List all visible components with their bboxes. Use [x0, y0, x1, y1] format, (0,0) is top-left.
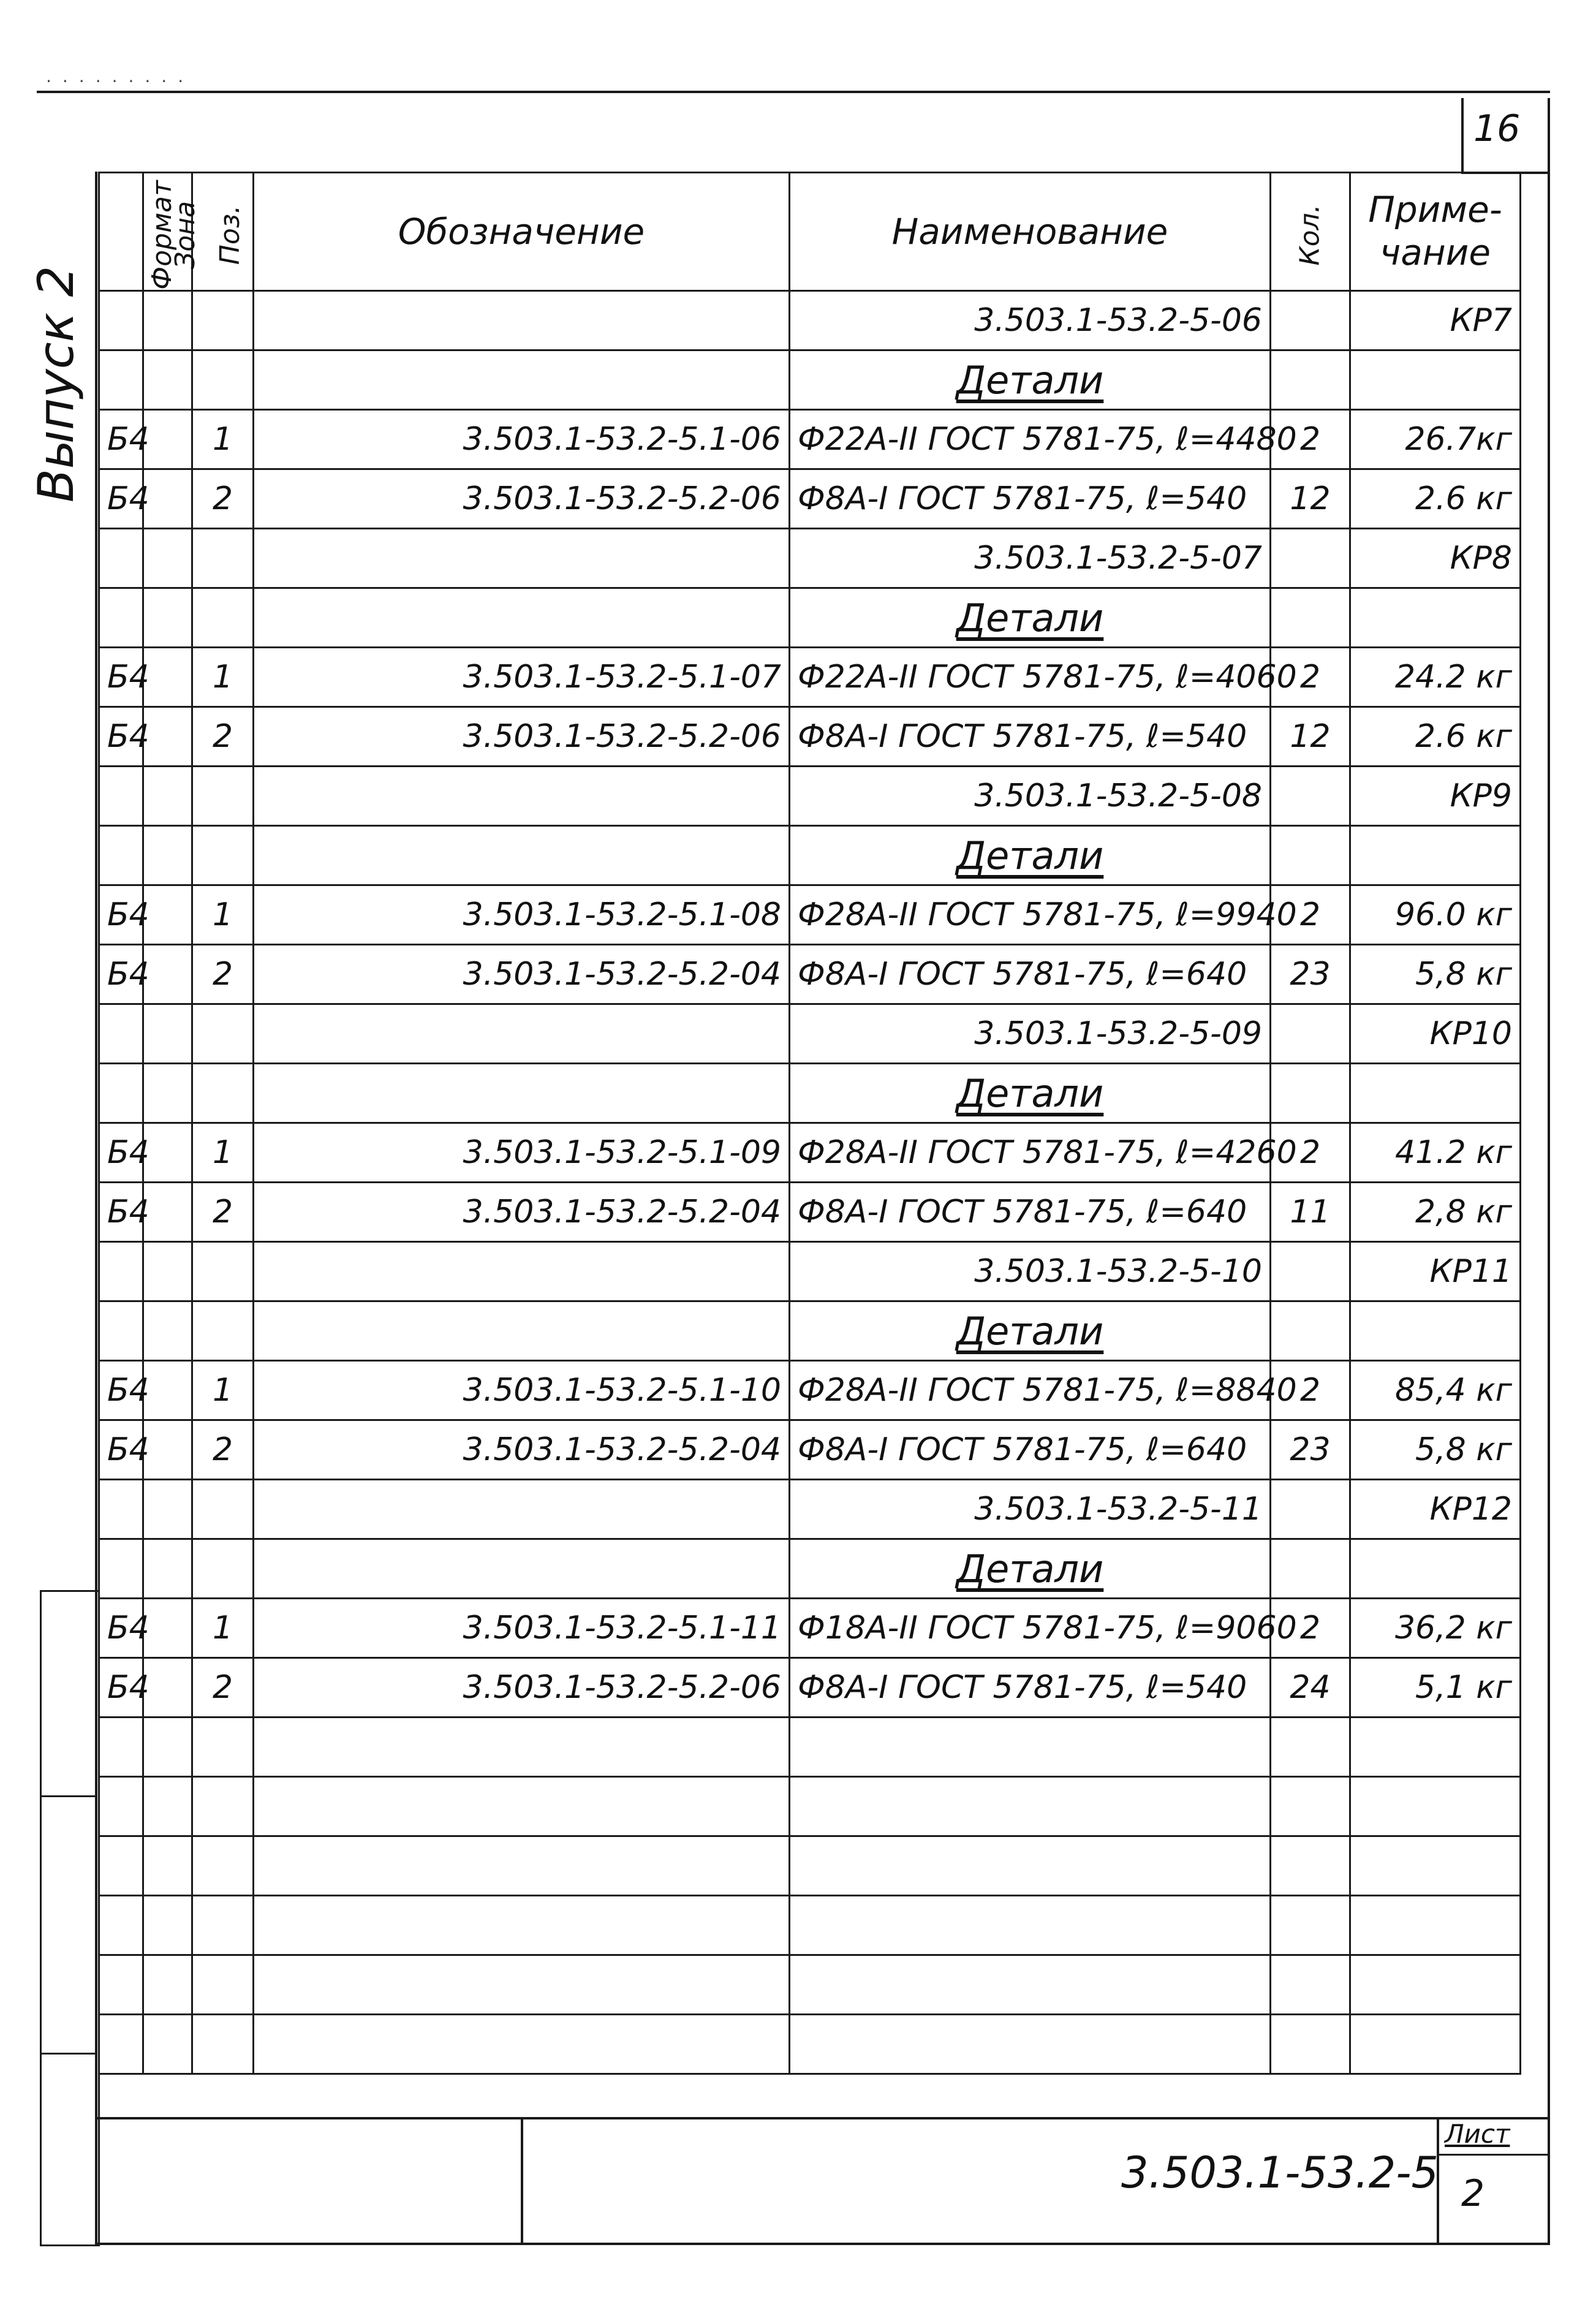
cell-name — [790, 2015, 1271, 2074]
cell-qty — [1271, 1718, 1350, 1777]
cell-note: 2.6 кг — [1350, 469, 1521, 529]
cell-name — [790, 350, 1271, 410]
title-block-top-line — [95, 2117, 1550, 2119]
cell-name — [790, 1718, 1271, 1777]
cell-format — [99, 350, 143, 410]
cell-format — [99, 291, 143, 350]
cell-zone — [143, 885, 192, 945]
cell-note: 96.0 кг — [1350, 885, 1521, 945]
cell-name — [790, 588, 1271, 648]
cell-pos — [192, 2015, 254, 2074]
table-row — [99, 1420, 1521, 1480]
cell-zone — [143, 1480, 192, 1539]
cell-note: КР7 — [1350, 291, 1521, 350]
cell-name — [790, 1064, 1271, 1123]
cell-name: Ф8А-I ГОСТ 5781-75, ℓ=540 — [790, 469, 1271, 529]
table-row — [99, 588, 1521, 648]
cell-format: Б4 — [99, 707, 143, 767]
table-row — [99, 1836, 1521, 1896]
cell-qty — [1271, 1242, 1350, 1301]
cell-note: КР12 — [1350, 1480, 1521, 1539]
cell-name: Ф8А-I ГОСТ 5781-75, ℓ=640 — [790, 945, 1271, 1004]
cell-qty: 23 — [1271, 945, 1350, 1004]
cell-note — [1350, 1301, 1521, 1361]
binding-stamp — [40, 1590, 100, 2246]
cell-note — [1350, 1836, 1521, 1896]
header-pos: Поз. — [192, 173, 254, 291]
cell-pos: 2 — [192, 469, 254, 529]
cell-qty — [1271, 1064, 1350, 1123]
cell-pos: 2 — [192, 707, 254, 767]
cell-qty — [1271, 1896, 1350, 1955]
table-row — [99, 1896, 1521, 1955]
table-row — [99, 1658, 1521, 1718]
cell-pos: 1 — [192, 1599, 254, 1658]
cell-designation: 3.503.1-53.2-5.1-11 — [254, 1599, 790, 1658]
cell-format: Б4 — [99, 1361, 143, 1420]
cell-zone — [143, 2015, 192, 2074]
table-row — [99, 1777, 1521, 1836]
cell-note — [1350, 1896, 1521, 1955]
section-heading: Детали — [956, 833, 1104, 878]
cell-name: Ф28А-II ГОСТ 5781-75, ℓ=4260 — [790, 1123, 1271, 1183]
cell-pos: 2 — [192, 1420, 254, 1480]
cell-note — [1350, 826, 1521, 885]
cell-designation — [254, 588, 790, 648]
binding-stamp-divider-2 — [40, 2053, 96, 2055]
cell-qty: 23 — [1271, 1420, 1350, 1480]
cell-zone — [143, 291, 192, 350]
cell-designation — [254, 1480, 790, 1539]
cell-zone — [143, 1658, 192, 1718]
cell-qty: 2 — [1271, 885, 1350, 945]
cell-format: Б4 — [99, 1599, 143, 1658]
table-row — [99, 1183, 1521, 1242]
cell-name: 3.503.1-53.2-5-10 — [790, 1242, 1271, 1301]
cell-note: 24.2 кг — [1350, 648, 1521, 707]
table-row — [99, 469, 1521, 529]
cell-zone — [143, 588, 192, 648]
cell-qty — [1271, 1301, 1350, 1361]
table-row — [99, 291, 1521, 350]
sheet-number: 2 — [1461, 2172, 1485, 2215]
cell-qty — [1271, 767, 1350, 826]
table-row — [99, 826, 1521, 885]
header-qty: Кол. — [1271, 173, 1350, 291]
cell-zone — [143, 410, 192, 469]
cell-designation — [254, 1718, 790, 1777]
cell-pos: 1 — [192, 410, 254, 469]
cell-designation — [254, 1064, 790, 1123]
cell-name: 3.503.1-53.2-5-06 — [790, 291, 1271, 350]
cell-name: 3.503.1-53.2-5-09 — [790, 1004, 1271, 1064]
cell-zone — [143, 350, 192, 410]
document-code: 3.503.1-53.2-5 — [1121, 2148, 1439, 2198]
cell-name: 3.503.1-53.2-5-08 — [790, 767, 1271, 826]
cell-name: Ф28А-II ГОСТ 5781-75, ℓ=8840 — [790, 1361, 1271, 1420]
cell-note — [1350, 350, 1521, 410]
cell-qty — [1271, 529, 1350, 588]
cell-qty — [1271, 588, 1350, 648]
cell-pos — [192, 1242, 254, 1301]
bottom-border-line — [95, 2243, 1550, 2245]
section-heading: Детали — [956, 1546, 1104, 1591]
cell-note: 5,1 кг — [1350, 1658, 1521, 1718]
cell-format — [99, 1004, 143, 1064]
cell-note — [1350, 1718, 1521, 1777]
cell-note — [1350, 1064, 1521, 1123]
cell-pos — [192, 1064, 254, 1123]
table-row — [99, 1064, 1521, 1123]
table-row — [99, 1539, 1521, 1599]
cell-qty — [1271, 826, 1350, 885]
cell-designation — [254, 826, 790, 885]
page-number: 16 — [1473, 107, 1521, 150]
cell-designation: 3.503.1-53.2-5.1-08 — [254, 885, 790, 945]
header-name: Наименование — [790, 173, 1271, 291]
cell-note: 5,8 кг — [1350, 1420, 1521, 1480]
cell-designation: 3.503.1-53.2-5.2-06 — [254, 1658, 790, 1718]
cell-note: КР9 — [1350, 767, 1521, 826]
cell-name — [790, 826, 1271, 885]
cell-qty: 2 — [1271, 1123, 1350, 1183]
cell-designation — [254, 1955, 790, 2015]
cell-qty — [1271, 1539, 1350, 1599]
cell-qty — [1271, 1777, 1350, 1836]
cell-pos — [192, 350, 254, 410]
cell-note — [1350, 588, 1521, 648]
cell-qty: 24 — [1271, 1658, 1350, 1718]
cell-pos — [192, 1836, 254, 1896]
cell-qty — [1271, 2015, 1350, 2074]
cell-format: Б4 — [99, 1420, 143, 1480]
header-note: Приме-чание — [1350, 173, 1521, 291]
cell-designation — [254, 1004, 790, 1064]
cell-pos — [192, 1955, 254, 2015]
table-row — [99, 1301, 1521, 1361]
cell-note: КР11 — [1350, 1242, 1521, 1301]
cell-qty: 12 — [1271, 707, 1350, 767]
cell-designation: 3.503.1-53.2-5.1-10 — [254, 1361, 790, 1420]
cell-pos: 1 — [192, 648, 254, 707]
cell-designation: 3.503.1-53.2-5.1-06 — [254, 410, 790, 469]
table-row — [99, 707, 1521, 767]
cell-pos: 1 — [192, 1361, 254, 1420]
cell-qty: 2 — [1271, 410, 1350, 469]
cell-pos — [192, 291, 254, 350]
cell-pos — [192, 1718, 254, 1777]
cell-designation: 3.503.1-53.2-5.2-06 — [254, 469, 790, 529]
table-row — [99, 1599, 1521, 1658]
table-row — [99, 1004, 1521, 1064]
cell-zone — [143, 1361, 192, 1420]
cell-designation — [254, 1242, 790, 1301]
cell-format — [99, 1480, 143, 1539]
cell-zone — [143, 945, 192, 1004]
cell-format — [99, 588, 143, 648]
table-row — [99, 410, 1521, 469]
section-heading: Детали — [956, 1308, 1104, 1354]
cell-pos — [192, 1301, 254, 1361]
cell-format — [99, 1896, 143, 1955]
cell-format: Б4 — [99, 648, 143, 707]
cell-zone — [143, 1301, 192, 1361]
cell-note — [1350, 1955, 1521, 2015]
cell-zone — [143, 1539, 192, 1599]
cell-pos — [192, 826, 254, 885]
cell-name: Ф22А-II ГОСТ 5781-75, ℓ=4060 — [790, 648, 1271, 707]
cell-designation — [254, 1539, 790, 1599]
table-header-row — [99, 173, 1521, 291]
sheet-label: Лист — [1445, 2119, 1510, 2149]
cell-zone — [143, 1777, 192, 1836]
table-body — [99, 291, 1521, 2074]
cell-pos: 2 — [192, 945, 254, 1004]
cell-pos — [192, 588, 254, 648]
cell-name: Ф8А-I ГОСТ 5781-75, ℓ=540 — [790, 1658, 1271, 1718]
cell-format: Б4 — [99, 1658, 143, 1718]
cell-zone — [143, 1836, 192, 1896]
cell-qty — [1271, 350, 1350, 410]
cell-qty — [1271, 291, 1350, 350]
table-row — [99, 1361, 1521, 1420]
cell-zone — [143, 1896, 192, 1955]
cell-format — [99, 1777, 143, 1836]
cell-designation — [254, 2015, 790, 2074]
header-zone: Зона — [143, 173, 192, 291]
cell-qty: 2 — [1271, 1599, 1350, 1658]
cell-designation — [254, 350, 790, 410]
cell-designation: 3.503.1-53.2-5.2-04 — [254, 1183, 790, 1242]
cell-designation — [254, 1836, 790, 1896]
title-block-left-divider — [521, 2117, 523, 2243]
cell-zone — [143, 1955, 192, 2015]
binding-stamp-divider-1 — [40, 1795, 96, 1797]
cell-zone — [143, 1123, 192, 1183]
cell-designation: 3.503.1-53.2-5.2-04 — [254, 945, 790, 1004]
cell-qty: 2 — [1271, 648, 1350, 707]
table-row — [99, 529, 1521, 588]
cell-qty: 2 — [1271, 1361, 1350, 1420]
cell-format: Б4 — [99, 885, 143, 945]
cell-pos — [192, 1896, 254, 1955]
section-heading: Детали — [956, 1070, 1104, 1116]
cell-format — [99, 1718, 143, 1777]
cell-format: Б4 — [99, 1183, 143, 1242]
cell-name: Ф18А-II ГОСТ 5781-75, ℓ=9060 — [790, 1599, 1271, 1658]
cell-zone — [143, 826, 192, 885]
cell-name — [790, 1896, 1271, 1955]
cell-qty — [1271, 1004, 1350, 1064]
cell-pos — [192, 1480, 254, 1539]
cell-name: Ф8А-I ГОСТ 5781-75, ℓ=640 — [790, 1183, 1271, 1242]
header-designation: Обозначение — [254, 173, 790, 291]
cell-qty — [1271, 1955, 1350, 2015]
cell-designation: 3.503.1-53.2-5.2-04 — [254, 1420, 790, 1480]
cell-format — [99, 529, 143, 588]
cell-zone — [143, 648, 192, 707]
cell-note: КР10 — [1350, 1004, 1521, 1064]
cell-note: 41.2 кг — [1350, 1123, 1521, 1183]
cell-note — [1350, 2015, 1521, 2074]
margin-handwritten-note: Выпуск 2 — [28, 265, 85, 502]
cell-pos: 1 — [192, 885, 254, 945]
cell-note — [1350, 1539, 1521, 1599]
cell-zone — [143, 1420, 192, 1480]
cell-format — [99, 1836, 143, 1896]
cell-name — [790, 1539, 1271, 1599]
cell-format: Б4 — [99, 469, 143, 529]
cell-format: Б4 — [99, 410, 143, 469]
cell-qty: 11 — [1271, 1183, 1350, 1242]
cell-pos: 2 — [192, 1183, 254, 1242]
cell-format — [99, 826, 143, 885]
cell-designation — [254, 1777, 790, 1836]
cell-pos: 1 — [192, 1123, 254, 1183]
cell-designation: 3.503.1-53.2-5.2-06 — [254, 707, 790, 767]
cell-note: 85,4 кг — [1350, 1361, 1521, 1420]
specification-table — [98, 172, 1521, 2075]
cell-format — [99, 1242, 143, 1301]
cell-name — [790, 1301, 1271, 1361]
cell-note: 2,8 кг — [1350, 1183, 1521, 1242]
top-dotted-mark: ......... — [46, 66, 195, 86]
cell-designation — [254, 1301, 790, 1361]
table-row — [99, 1480, 1521, 1539]
cell-qty — [1271, 1836, 1350, 1896]
cell-format — [99, 1539, 143, 1599]
cell-pos — [192, 767, 254, 826]
cell-format — [99, 2015, 143, 2074]
cell-name: Ф28А-II ГОСТ 5781-75, ℓ=9940 — [790, 885, 1271, 945]
cell-qty: 12 — [1271, 469, 1350, 529]
cell-designation: 3.503.1-53.2-5.1-09 — [254, 1123, 790, 1183]
cell-note: 2.6 кг — [1350, 707, 1521, 767]
right-border-line — [1548, 98, 1550, 2243]
cell-format — [99, 767, 143, 826]
table-row — [99, 2015, 1521, 2074]
cell-name: 3.503.1-53.2-5-07 — [790, 529, 1271, 588]
cell-pos — [192, 1004, 254, 1064]
cell-format — [99, 1955, 143, 2015]
cell-name — [790, 1777, 1271, 1836]
cell-pos — [192, 529, 254, 588]
table-row — [99, 945, 1521, 1004]
cell-note — [1350, 1777, 1521, 1836]
table-row — [99, 1718, 1521, 1777]
cell-name: Ф8А-I ГОСТ 5781-75, ℓ=640 — [790, 1420, 1271, 1480]
cell-designation — [254, 291, 790, 350]
cell-name — [790, 1955, 1271, 2015]
table-row — [99, 350, 1521, 410]
cell-zone — [143, 529, 192, 588]
cell-zone — [143, 1599, 192, 1658]
table-row — [99, 1242, 1521, 1301]
table-row — [99, 1955, 1521, 2015]
cell-note: КР8 — [1350, 529, 1521, 588]
table-row — [99, 1123, 1521, 1183]
cell-name: Ф8А-I ГОСТ 5781-75, ℓ=540 — [790, 707, 1271, 767]
cell-zone — [143, 1183, 192, 1242]
cell-pos — [192, 1539, 254, 1599]
table-row — [99, 767, 1521, 826]
cell-zone — [143, 767, 192, 826]
cell-zone — [143, 1064, 192, 1123]
cell-format — [99, 1064, 143, 1123]
title-block-sheet-line — [1437, 2154, 1550, 2156]
cell-name — [790, 1836, 1271, 1896]
cell-qty — [1271, 1480, 1350, 1539]
cell-note: 26.7кг — [1350, 410, 1521, 469]
cell-note: 36,2 кг — [1350, 1599, 1521, 1658]
cell-pos: 2 — [192, 1658, 254, 1718]
cell-zone — [143, 1242, 192, 1301]
cell-format — [99, 1301, 143, 1361]
section-heading: Детали — [956, 357, 1104, 403]
top-border-line — [37, 91, 1550, 93]
cell-note: 5,8 кг — [1350, 945, 1521, 1004]
table-row — [99, 885, 1521, 945]
cell-zone — [143, 1718, 192, 1777]
cell-zone — [143, 1004, 192, 1064]
section-heading: Детали — [956, 595, 1104, 640]
cell-designation — [254, 529, 790, 588]
cell-name: 3.503.1-53.2-5-11 — [790, 1480, 1271, 1539]
table-row — [99, 648, 1521, 707]
cell-zone — [143, 469, 192, 529]
cell-zone — [143, 707, 192, 767]
cell-format: Б4 — [99, 945, 143, 1004]
header-format: Формат — [99, 173, 143, 291]
cell-designation — [254, 1896, 790, 1955]
cell-designation: 3.503.1-53.2-5.1-07 — [254, 648, 790, 707]
cell-format: Б4 — [99, 1123, 143, 1183]
cell-designation — [254, 767, 790, 826]
cell-pos — [192, 1777, 254, 1836]
cell-name: Ф22А-II ГОСТ 5781-75, ℓ=4480 — [790, 410, 1271, 469]
